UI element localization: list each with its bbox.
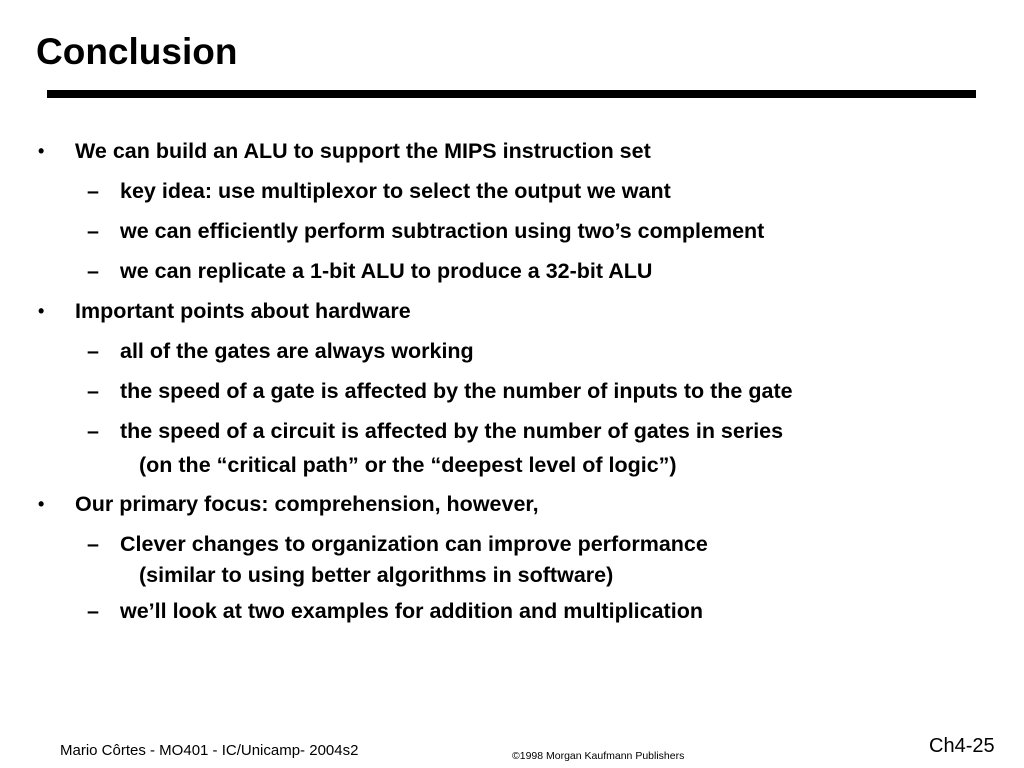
sub-bullet-text: we can replicate a 1-bit ALU to produce a 32-bit ALU <box>120 259 653 283</box>
dash-marker: – <box>87 532 99 556</box>
footer-copyright: ©1998 Morgan Kaufmann Publishers <box>512 750 685 762</box>
title-divider <box>47 90 976 98</box>
dash-marker: – <box>87 599 99 623</box>
dash-marker: – <box>87 219 99 243</box>
bullet-marker: • <box>38 141 45 161</box>
dash-marker: – <box>87 179 99 203</box>
bullet-text: Important points about hardware <box>75 299 411 323</box>
continuation-text: (on the “critical path” or the “deepest level of logic”) <box>139 453 677 477</box>
sub-bullet-text: the speed of a gate is affected by the number of inputs to the gate <box>120 379 793 403</box>
sub-bullet-text: we’ll look at two examples for addition and multiplication <box>120 599 703 623</box>
dash-marker: – <box>87 259 99 283</box>
continuation-text: (similar to using better algorithms in software) <box>139 563 614 587</box>
dash-marker: – <box>87 339 99 363</box>
page-number: Ch4-25 <box>929 735 995 757</box>
bullet-text: Our primary focus: comprehension, however, <box>75 492 539 516</box>
slide-title: Conclusion <box>36 31 238 72</box>
footer-author: Mario Côrtes - MO401 - IC/Unicamp- 2004s2 <box>60 742 359 759</box>
dash-marker: – <box>87 419 99 443</box>
sub-bullet-text: Clever changes to organization can improve performance <box>120 532 708 556</box>
sub-bullet-text: key idea: use multiplexor to select the output we want <box>120 179 671 203</box>
bullet-marker: • <box>38 494 45 514</box>
dash-marker: – <box>87 379 99 403</box>
sub-bullet-text: the speed of a circuit is affected by the number of gates in series <box>120 419 784 443</box>
bullet-text: We can build an ALU to support the MIPS instruction set <box>75 139 651 163</box>
bullet-marker: • <box>38 301 45 321</box>
sub-bullet-text: all of the gates are always working <box>120 339 474 363</box>
sub-bullet-text: we can efficiently perform subtraction using two’s complement <box>120 219 765 243</box>
